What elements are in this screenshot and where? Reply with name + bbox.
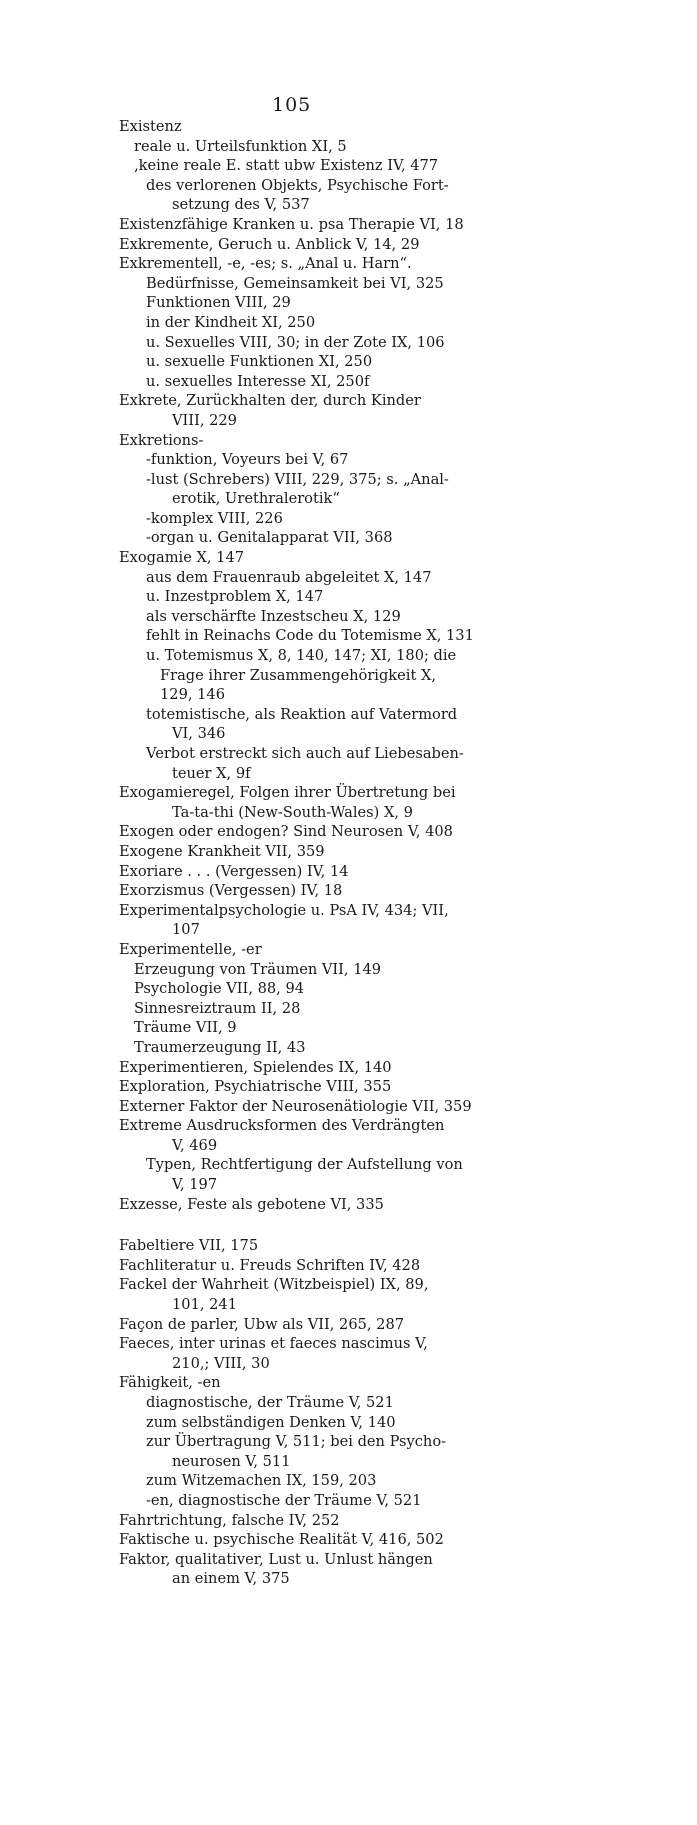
index-subentry: VI, 346: [172, 725, 226, 743]
index-entry: Experimentelle, -er: [119, 940, 262, 958]
index-entry: Fachliteratur u. Freuds Schriften IV, 428: [119, 1256, 421, 1274]
index-subentry: Funktionen VIII, 29: [146, 294, 291, 312]
index-subentry: 210,; VIII, 30: [172, 1354, 270, 1372]
index-subentry: Erzeugung von Träumen VII, 149: [134, 960, 382, 978]
index-subentry: u. sexuelles Interesse XI, 250f: [146, 372, 370, 390]
index-subentry: Traumerzeugung II, 43: [134, 1038, 306, 1056]
index-subentry: u. Totemismus X, 8, 140, 147; XI, 180; die: [146, 647, 457, 665]
index-subentry: zum selbständigen Denken V, 140: [146, 1413, 396, 1431]
index-subentry: Träume VII, 9: [134, 1019, 237, 1037]
index-subentry: 101, 241: [172, 1296, 237, 1314]
index-subentry: u. Sexuelles VIII, 30; in der Zote IX, 106: [146, 333, 445, 351]
index-entry: Exorzismus (Vergessen) IV, 18: [119, 882, 343, 900]
index-entry: Extreme Ausdrucksformen des Verdrängten: [119, 1117, 445, 1135]
index-subentry: neurosen V, 511: [172, 1452, 291, 1470]
index-entries: [0, 117, 697, 1589]
index-entry: Fahrtrichtung, falsche IV, 252: [119, 1511, 340, 1529]
index-subentry: 129, 146: [160, 686, 225, 704]
index-subentry: diagnostische, der Träume V, 521: [146, 1394, 394, 1411]
index-subentry: -funktion, Voyeurs bei V, 67: [146, 451, 349, 469]
index-subentry: V, 197: [172, 1176, 218, 1194]
index-subentry: zum Witzemachen IX, 159, 203: [146, 1472, 377, 1490]
index-subentry: 107: [172, 921, 200, 939]
index-subentry: erotik, Urethralerotik“: [172, 490, 340, 508]
index-subentry: Frage ihrer Zusammengehörigkeit X,: [160, 666, 436, 684]
index-entry: Exogen oder endogen? Sind Neurosen V, 408: [119, 823, 453, 841]
index-subentry: aus dem Frauenraub abgeleitet X, 147: [146, 568, 432, 586]
index-subentry: Ta-ta-thi (New-South-Wales) X, 9: [172, 803, 413, 821]
index-entry: Exzesse, Feste als gebotene VI, 335: [119, 1195, 384, 1213]
index-entry: Exploration, Psychiatrische VIII, 355: [119, 1078, 392, 1096]
index-subentry: fehlt in Reinachs Code du Totemisme X, 131: [146, 627, 474, 645]
index-subentry: V, 469: [172, 1136, 218, 1154]
page-number: 105: [272, 94, 312, 116]
index-subentry: Typen, Rechtfertigung der Aufstellung von: [146, 1156, 463, 1174]
index-entry: Exkrementell, -e, -es; s. „Anal u. Harn“.: [119, 255, 412, 273]
index-subentry: reale u. Urteilsfunktion XI, 5: [134, 137, 347, 155]
index-entry: Faeces, inter urinas et faeces nascimus V,: [119, 1335, 428, 1353]
index-entry: Fabeltiere VII, 175: [119, 1237, 259, 1255]
index-entry: Exkremente, Geruch u. Anblick V, 14, 29: [119, 235, 420, 253]
index-entry: Experimentieren, Spielendes IX, 140: [119, 1058, 392, 1076]
index-entry: Existenz: [119, 118, 182, 135]
index-subentry: ‚keine reale E. statt ubw Existenz IV, 477: [134, 157, 439, 175]
index-entry: Exogamie X, 147: [119, 549, 245, 567]
index-subentry: setzung des V, 537: [172, 196, 310, 214]
index-entry: Exoriare . . . (Vergessen) IV, 14: [119, 862, 349, 880]
index-subentry: teuer X, 9f: [172, 764, 251, 782]
index-entry: Exkrete, Zurückhalten der, durch Kinder: [119, 392, 421, 410]
index-subentry: in der Kindheit XI, 250: [146, 313, 316, 331]
index-entry: Existenzfähige Kranken u. psa Therapie VI, 18: [119, 215, 464, 233]
index-entry: Fackel der Wahrheit (Witzbeispiel) IX, 89,: [119, 1276, 429, 1294]
index-subentry: Verbot erstreckt sich auch auf Liebesaben-: [146, 745, 464, 762]
index-section-e: [0, 117, 697, 1214]
index-subentry: u. sexuelle Funktionen XI, 250: [146, 353, 373, 371]
index-subentry: -organ u. Genitalapparat VII, 368: [146, 529, 393, 547]
index-entry: Experimentalpsychologie u. PsA IV, 434; VII,: [119, 901, 449, 919]
index-entry: Externer Faktor der Neurosenätiologie VII, 359: [119, 1097, 472, 1115]
index-entry: Exkretions-: [119, 431, 204, 449]
index-entry: Fähigkeit, -en: [119, 1374, 221, 1392]
section-gap: [0, 1214, 697, 1236]
index-subentry: -en, diagnostische der Träume V, 521: [146, 1491, 422, 1509]
index-subentry: Bedürfnisse, Gemeinsamkeit bei VI, 325: [146, 274, 444, 292]
index-entry: Exogene Krankheit VII, 359: [119, 842, 325, 860]
index-subentry: zur Übertragung V, 511; bei den Psycho-: [146, 1433, 447, 1451]
index-entry: Exogamieregel, Folgen ihrer Übertretung bei: [119, 784, 456, 802]
index-subentry: VIII, 229: [172, 411, 237, 429]
index-subentry: Psychologie VII, 88, 94: [134, 980, 305, 998]
index-section-f: [0, 1236, 697, 1589]
index-subentry: totemistische, als Reaktion auf Vatermord: [146, 705, 458, 723]
index-subentry: Sinnesreiztraum II, 28: [134, 999, 301, 1017]
index-subentry: u. Inzestproblem X, 147: [146, 588, 324, 606]
index-entry: Faktische u. psychische Realität V, 416, 502: [119, 1531, 444, 1549]
index-subentry: des verlorenen Objekts, Psychische Fort-: [146, 176, 449, 194]
index-subentry: -komplex VIII, 226: [146, 509, 283, 527]
index-entry: Faktor, qualitativer, Lust u. Unlust hängen: [119, 1550, 433, 1568]
index-subentry: als verschärfte Inzestscheu X, 129: [146, 607, 401, 625]
index-subentry: an einem V, 375: [172, 1570, 290, 1588]
index-entry: Façon de parler, Ubw als VII, 265, 287: [119, 1315, 405, 1333]
index-subentry: -lust (Schrebers) VIII, 229, 375; s. „Anal-: [146, 470, 449, 488]
